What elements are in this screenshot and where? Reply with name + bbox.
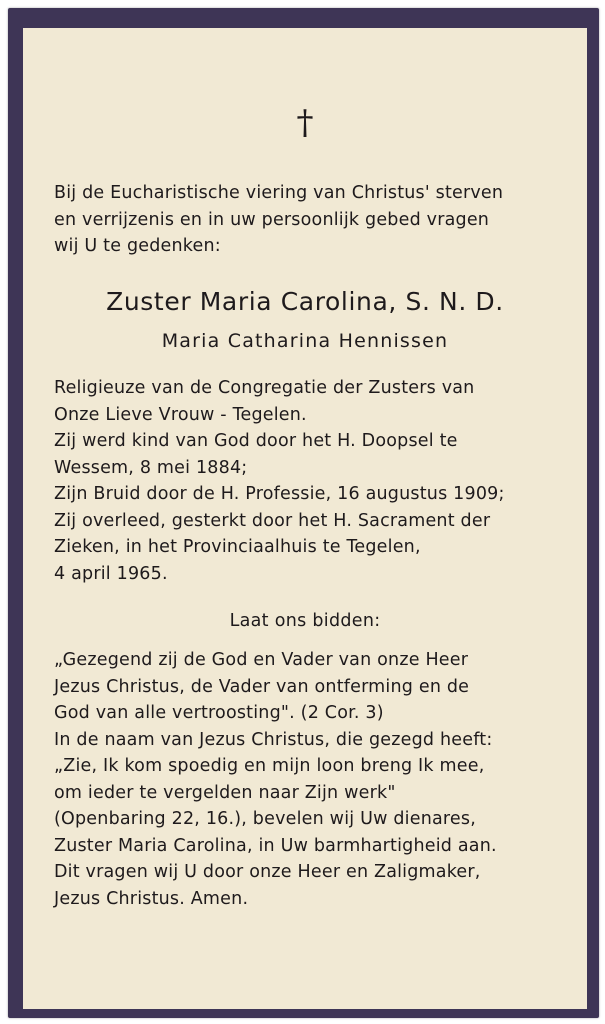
prayer-line: „Zie, Ik kom spoedig en mijn loon breng Ik mee, [54,756,485,776]
memorial-card [8,8,599,1018]
prayer-line: Dit vragen wij U door onze Heer en Zaligmaker, [54,862,481,882]
prayer-line: om ieder te vergelden naar Zijn werk" [54,782,396,803]
cross-icon: † [296,103,314,143]
bio-line: Zijn Bruid door de H. Professie, 16 augustus 1909; [54,484,505,504]
prayer-line: God van alle vertroosting". (2 Cor. 3) [54,703,384,723]
bio-line: Onze Lieve Vrouw - Tegelen. [54,404,307,425]
prayer-line: In de naam van Jezus Christus, die gezegd heeft: [54,729,493,750]
prayer-line: „Gezegend zij de God en Vader van onze Heer [54,650,469,670]
deceased-name: Zuster Maria Carolina, S. N. D. [106,287,504,316]
prayer-heading: Laat ons bidden: [229,611,381,631]
bio-line: 4 april 1965. [54,563,168,584]
prayer-line: Jezus Christus. Amen. [54,888,249,909]
biography [54,375,564,587]
card-paper [23,28,587,1009]
birth-name: Maria Catharina Hennissen [161,330,449,352]
bio-line: Religieuze van de Congregatie der Zusters van [54,378,475,398]
bio-line: Wessem, 8 mei 1884; [54,457,248,478]
bio-line: Zij werd kind van God door het H. Doopsel te [54,431,458,451]
prayer-line: Zuster Maria Carolina, in Uw barmhartigheid aan. [54,835,497,856]
intro-line: wij U te gedenken: [54,236,221,256]
intro-line: en verrijzenis en in uw persoonlijk gebed vragen [54,209,490,230]
bio-line: Zieken, in het Provinciaalhuis te Tegelen, [54,537,421,557]
intro-line: Bij de Eucharistische viering van Christus' sterven [54,183,504,203]
prayer-line: Jezus Christus, de Vader van ontferming en de [54,676,470,697]
bio-line: Zij overleed, gesterkt door het H. Sacrament der [54,510,491,531]
prayer-line: (Openbaring 22, 16.), bevelen wij Uw dienares, [54,809,476,829]
prayer-text [54,647,564,912]
intro-text [54,180,564,260]
